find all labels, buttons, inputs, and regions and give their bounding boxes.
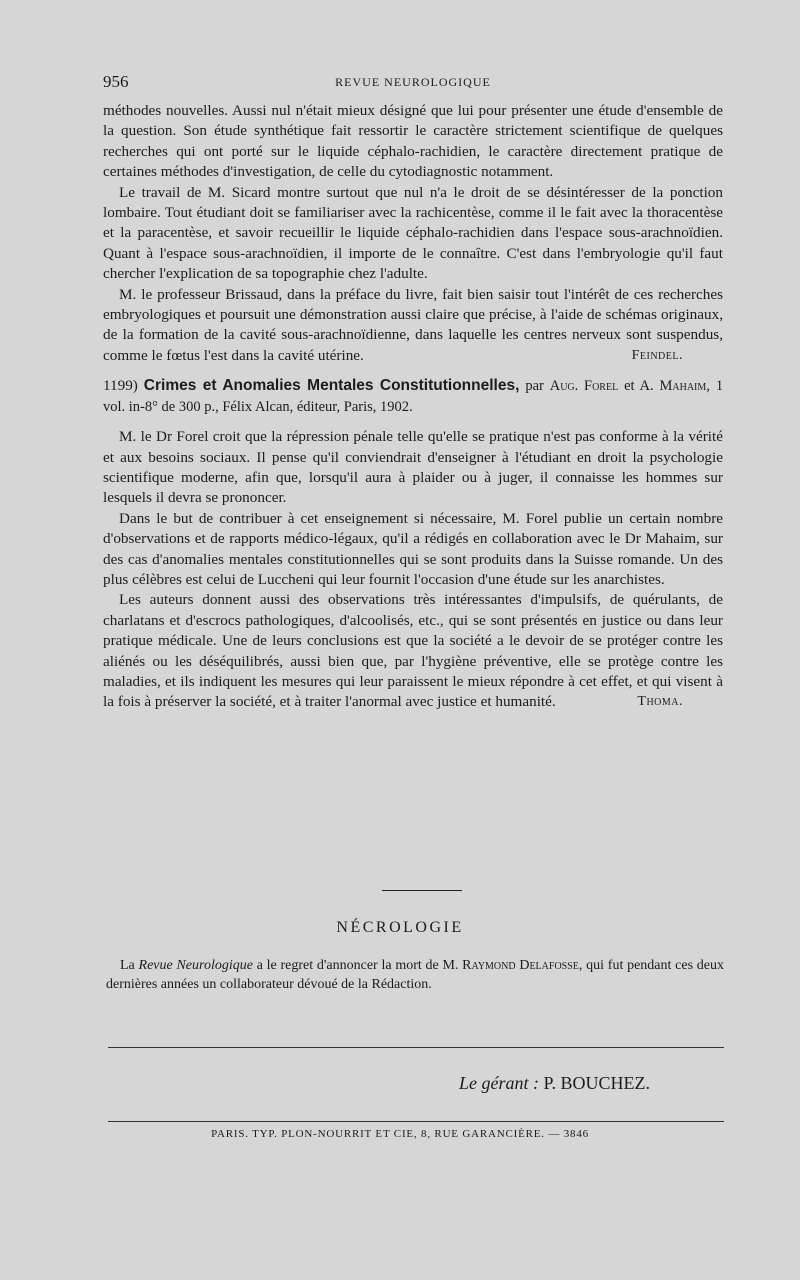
paragraph: Le travail de M. Sicard montre surtout que nul n'a le droit de se désintéresser de la ponction lombaire. Tout étudiant doit se familiariser avec la rachicentèse, comme il le fait avec la thoracentèse et la paracentèse, et savoir recueillir le liquide céphalo-rachidien dans l'espace sous-arachnoïdien. Quant à l'espace sous-arachnoïdien, il importe de le connaître. C'est dans l'embryologie qu'il faut chercher l'explication de sa topographie chez l'adulte.: [103, 183, 723, 283]
entry-details: 1 vol. in-8° de 300 p., Félix Alcan, éditeur, Paris, 1902.: [103, 378, 724, 415]
signature: Feindel.: [631, 347, 683, 363]
entry-author: Mahaim,: [659, 378, 710, 395]
review-entry-heading: [103, 376, 723, 417]
paragraph: M. le Dr Forel croit que la répression pénale telle qu'elle se pratique n'est pas conforme à la vérité et aux besoins sociaux. Il pense qu'il conviendrait d'enseigner à l'étudiant en droit la psychologie scientifique moderne, afin que, lorsqu'il aura à plaider ou à juger, il connaisse les hommes sur lesquels il devra se prononcer.: [103, 428, 723, 507]
paragraph: [103, 590, 723, 712]
journal-title: REVUE NEUROLOGIQUE: [335, 75, 491, 89]
necro-text: a le regret d'annoncer la mort de M.: [256, 958, 459, 973]
necrology-notice: [106, 956, 724, 994]
entry-title: Crimes et Anomalies Mentales Constitutionnelles,: [143, 377, 520, 395]
running-head: [103, 72, 723, 92]
paragraph-text: Les auteurs donnent aussi des observations très intéressantes d'impulsifs, de quérulants, de charlatans et d'escrocs pathologiques, d'alcoolisés, etc., qui se sont présentés en justice ou dans leur pratique médicale. Une de leurs conclusions est que la société a le devoir de se protéger contre les aliénés ou les déséquilibrés, aussi bien que, par l'hygiène préventive, elle se protège contre les maladies, et ils indiquent les mesures qui leur paraissent le mieux répondre à cet effet, et qui visent à la fois à préserver la société, et à traiter l'anormal avec justice et humanité.: [103, 591, 723, 711]
entry-by: par: [525, 378, 544, 395]
section-heading: NÉCROLOGIE: [336, 919, 464, 936]
page-number: 956: [103, 72, 129, 91]
paragraph-text: M. le professeur Brissaud, dans la préface du livre, fait bien saisir tout l'intérêt de ces recherches embryologiques et poursuit une démonstration aussi claire que précise, à l'aide de schémas originaux, de la formation de la cavité sous-arachnoïdienne, dans laquelle les centres nerveux sont suspendus, comme le fœtus l'est dans la cavité utérine.: [103, 285, 723, 364]
paragraph: [103, 285, 723, 367]
paragraph: méthodes nouvelles. Aussi nul n'était mieux désigné que lui pour présenter une étude d'ensemble de la question. Son étude synthétique fait ressortir le caractère strictement scientifique de quelques recherches qui ont porté sur le liquide céphalo-rachidien, le caractère directement pratique de certaines méthodes d'investigation, de celle du cytodiagnostic notamment.: [103, 102, 723, 181]
gerant-label: Le gérant :: [458, 1073, 539, 1093]
journal-name: Revue Neurologique: [138, 958, 253, 973]
section-divider: [382, 890, 462, 891]
entry-author: Aug. Forel: [549, 378, 619, 395]
deceased-name: Raymond Delafosse,: [462, 958, 583, 973]
signature: Thoma.: [637, 694, 683, 710]
printer-imprint: PARIS. TYP. PLON-NOURRIT ET CIE, 8, RUE GARANCIÈRE. — 3846: [211, 1128, 589, 1140]
necro-text: qui fut pendant ces deux dernières années un collaborateur dévoué de la Rédaction.: [106, 958, 724, 992]
gerant-name: P. BOUCHEZ.: [543, 1073, 650, 1093]
paragraph: Dans le but de contribuer à cet enseignement si nécessaire, M. Forel publie un certain nombre d'observations et de rapports médico-légaux, qu'il a rédigés en collaboration avec le Dr Mahaim, sur des cas d'anomalies mentales constitutionnelles qui se sont produits dans la Suisse romande. Un des plus célèbres est celui de Luccheni qui leur fournit l'occasion d'une étude sur les anarchistes.: [103, 509, 723, 588]
entry-number: 1199): [103, 377, 138, 395]
necro-text: La: [120, 958, 135, 973]
footer-rule: [108, 1047, 724, 1048]
body-column: [103, 101, 723, 713]
entry-and: et A.: [624, 378, 654, 395]
gerant-line: [0, 1073, 650, 1094]
imprint-rule: [108, 1121, 724, 1122]
